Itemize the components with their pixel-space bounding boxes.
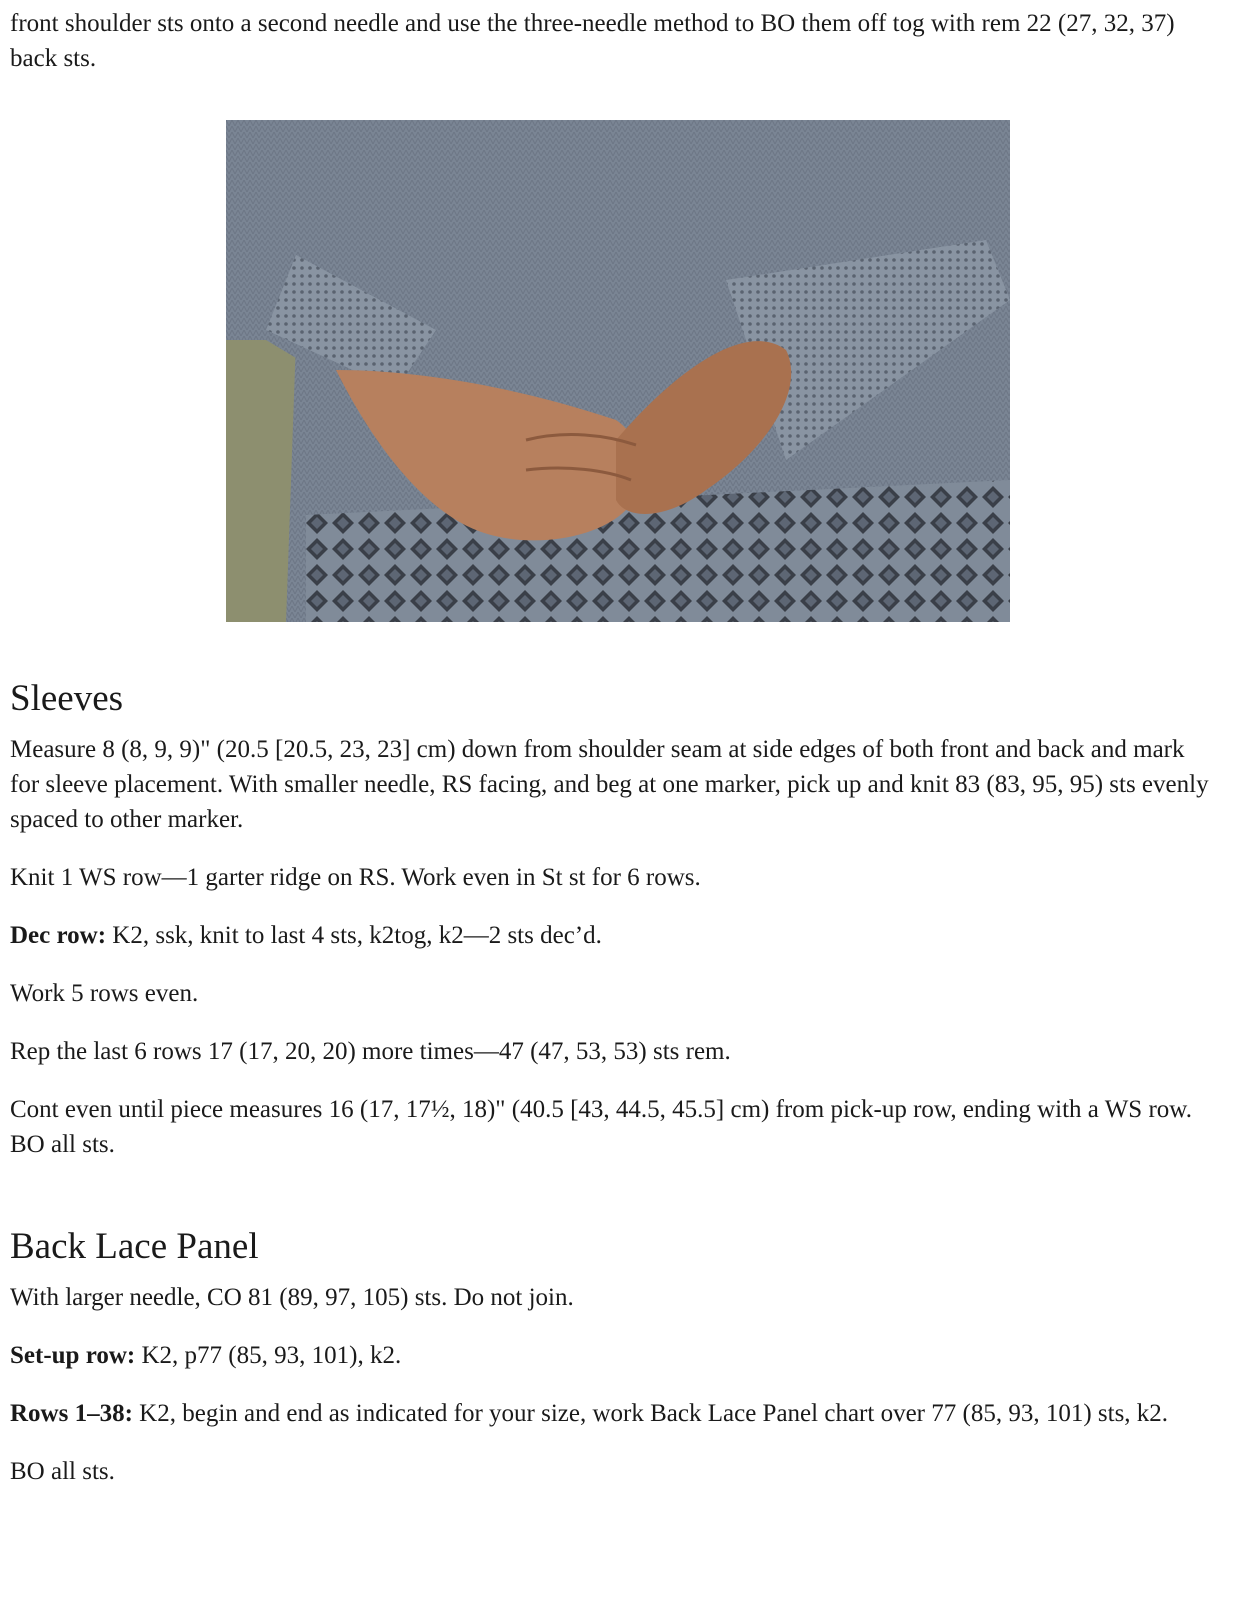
rows-text: K2, begin and end as indicated for your size, work Back Lace Panel chart over 77 (85, 93, 101) sts, k2. [132, 1400, 1169, 1427]
back-lace-heading: Back Lace Panel [10, 1226, 259, 1267]
sleeves-paragraph-5: Rep the last 6 rows 17 (17, 20, 20) more times—47 (47, 53, 53) sts rem. [10, 1038, 731, 1065]
back-lace-setup-row [10, 1338, 1210, 1373]
sleeves-paragraph-4: Work 5 rows even. [10, 980, 199, 1007]
back-lace-rows [10, 1396, 1210, 1431]
back-lace-paragraph-4: BO all sts. [10, 1458, 115, 1485]
sweater-photo [226, 120, 1010, 622]
back-lace-paragraph-1: With larger needle, CO 81 (89, 97, 105) sts. Do not join. [10, 1284, 574, 1311]
sleeves-paragraph-1: Measure 8 (8, 9, 9)" (20.5 [20.5, 23, 23] cm) down from shoulder seam at side edges of both front and back and mark for sleeve placement. With smaller needle, RS facing, and beg at one marker, pick up and knit 83 (83, 95, 95) sts evenly spaced to other marker. [10, 736, 1209, 833]
intro-paragraph: front shoulder sts onto a second needle and use the three-needle method to BO them off tog with rem 22 (27, 32, 37) back sts. [10, 10, 1175, 72]
dec-row-text: K2, ssk, knit to last 4 sts, k2tog, k2—2 sts dec’d. [106, 922, 602, 949]
setup-row-label: Set-up row: [10, 1342, 136, 1369]
sleeves-paragraph-2: Knit 1 WS row—1 garter ridge on RS. Work even in St st for 6 rows. [10, 864, 701, 891]
sleeves-section [10, 677, 1210, 1185]
back-lace-section [10, 1225, 1210, 1512]
dec-row-label: Dec row: [10, 922, 107, 949]
setup-row-text: K2, p77 (85, 93, 101), k2. [135, 1342, 402, 1369]
sleeves-dec-row [10, 918, 1210, 953]
sleeves-paragraph-6: Cont even until piece measures 16 (17, 17½, 18)" (40.5 [43, 44.5, 45.5] cm) from pick-up row, ending with a WS row. BO all sts. [10, 1096, 1192, 1158]
rows-label: Rows 1–38: [10, 1400, 133, 1427]
page-content [10, 6, 1210, 76]
sleeves-heading: Sleeves [10, 678, 124, 719]
